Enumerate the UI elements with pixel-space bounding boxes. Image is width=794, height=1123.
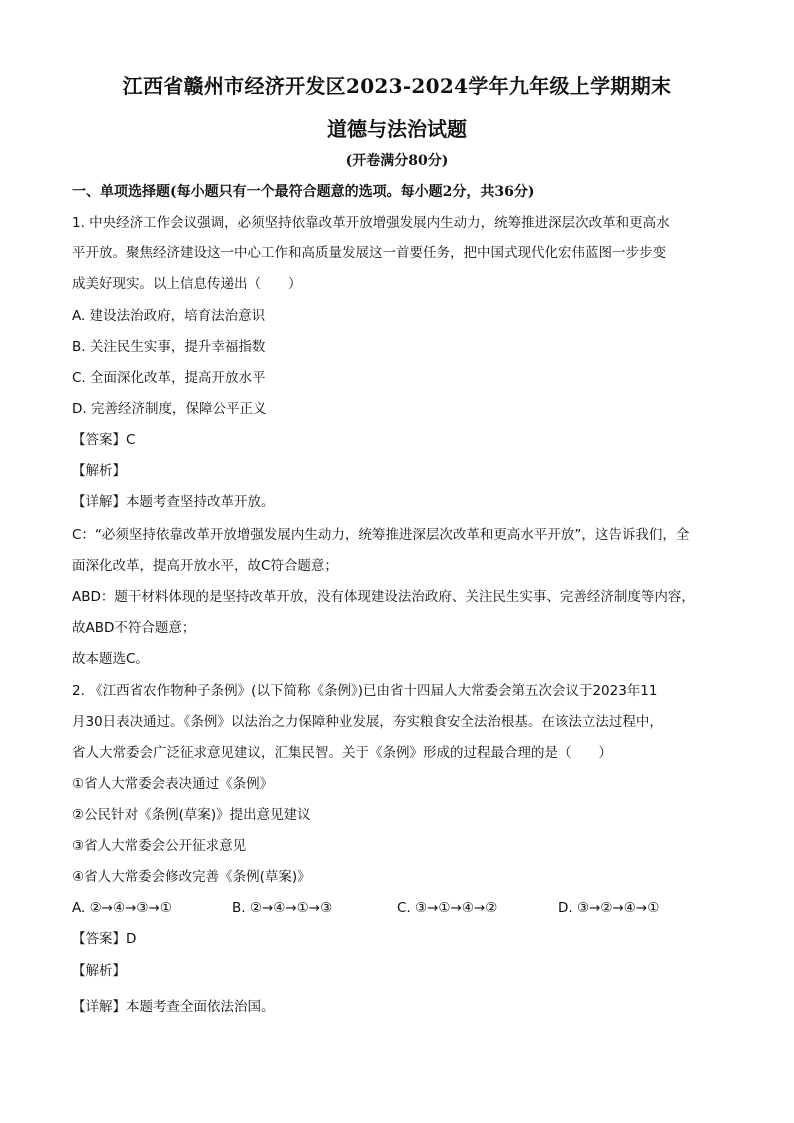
q1-stem-line1: 1. 中央经济工作会议强调，必须坚持依靠改革开放增强发展内生动力，统筹推进深层次改革和更高水 xyxy=(72,215,670,231)
q1-detail: 【详解】本题考查坚持改革开放。 xyxy=(72,494,275,510)
q1-option-a: A. 建设法治政府，培育法治意识 xyxy=(72,308,266,324)
q1-stem-line3: 成美好现实。以上信息传递出（ ） xyxy=(72,276,302,292)
q1-option-c: C. 全面深化改革，提高开放水平 xyxy=(72,370,266,386)
q1-answer: 【答案】C xyxy=(72,432,136,448)
section-heading: 一、单项选择题(每小题只有一个最符合题意的选项。每小题2分，共36分) xyxy=(72,184,535,200)
q2-stem-line1: 2. 《江西省农作物种子条例》(以下简称《条例》)已由省十四届人大常委会第五次会议于2023年11 xyxy=(72,683,658,699)
exam-title-line1: 江西省赣州市经济开发区2023-2024学年九年级上学期期末 xyxy=(122,74,672,98)
q1-explain-line4: 故ABD不符合题意； xyxy=(72,620,196,636)
q1-option-b: B. 关注民生实事，提升幸福指数 xyxy=(72,339,266,355)
q2-answer: 【答案】D xyxy=(72,931,137,947)
q1-explain-line3: ABD：题干材料体现的是坚持改革开放，没有体现建设法治政府、关注民生实事、完善经济制度等内容， xyxy=(72,589,695,605)
q1-option-d: D. 完善经济制度，保障公平正义 xyxy=(72,401,267,417)
q2-item-2: ②公民针对《条例(草案)》提出意见建议 xyxy=(72,807,311,823)
q1-stem-line2: 平开放。聚焦经济建设这一中心工作和高质量发展这一首要任务，把中国式现代化宏伟蓝图一步步变 xyxy=(72,245,666,261)
q1-explain-line5: 故本题选C。 xyxy=(72,651,149,667)
q2-item-3: ③省人大常委会公开征求意见 xyxy=(72,838,247,854)
q1-analysis-label: 【解析】 xyxy=(72,463,126,479)
q2-stem-line2: 月30日表决通过。《条例》以法治之力保障种业发展，夯实粮食安全法治根基。在该法立法过程中， xyxy=(72,714,663,730)
q1-explain-line1: C：“必须坚持依靠改革开放增强发展内生动力，统筹推进深层次改革和更高水平开放”，这告诉我们，全 xyxy=(72,527,690,543)
q2-option-a: A. ②→④→③→① xyxy=(72,900,172,916)
exam-subtitle: (开卷满分80分) xyxy=(345,153,449,169)
q2-option-b: B. ②→④→①→③ xyxy=(232,900,333,916)
q1-explain-line2: 面深化改革，提高开放水平，故C符合题意； xyxy=(72,558,338,574)
q2-item-4: ④省人大常委会修改完善《条例(草案)》 xyxy=(72,869,311,885)
q2-stem-line3: 省人大常委会广泛征求意见建议，汇集民智。关于《条例》形成的过程最合理的是（ ） xyxy=(72,745,612,761)
q2-item-1: ①省人大常委会表决通过《条例》 xyxy=(72,776,274,792)
exam-title-line2: 道德与法治试题 xyxy=(327,117,467,141)
q2-option-d: D. ③→②→④→① xyxy=(558,900,660,916)
q2-detail: 【详解】本题考查全面依法治国。 xyxy=(72,999,275,1015)
q2-option-c: C. ③→①→④→② xyxy=(397,900,498,916)
q2-analysis-label: 【解析】 xyxy=(72,963,126,979)
